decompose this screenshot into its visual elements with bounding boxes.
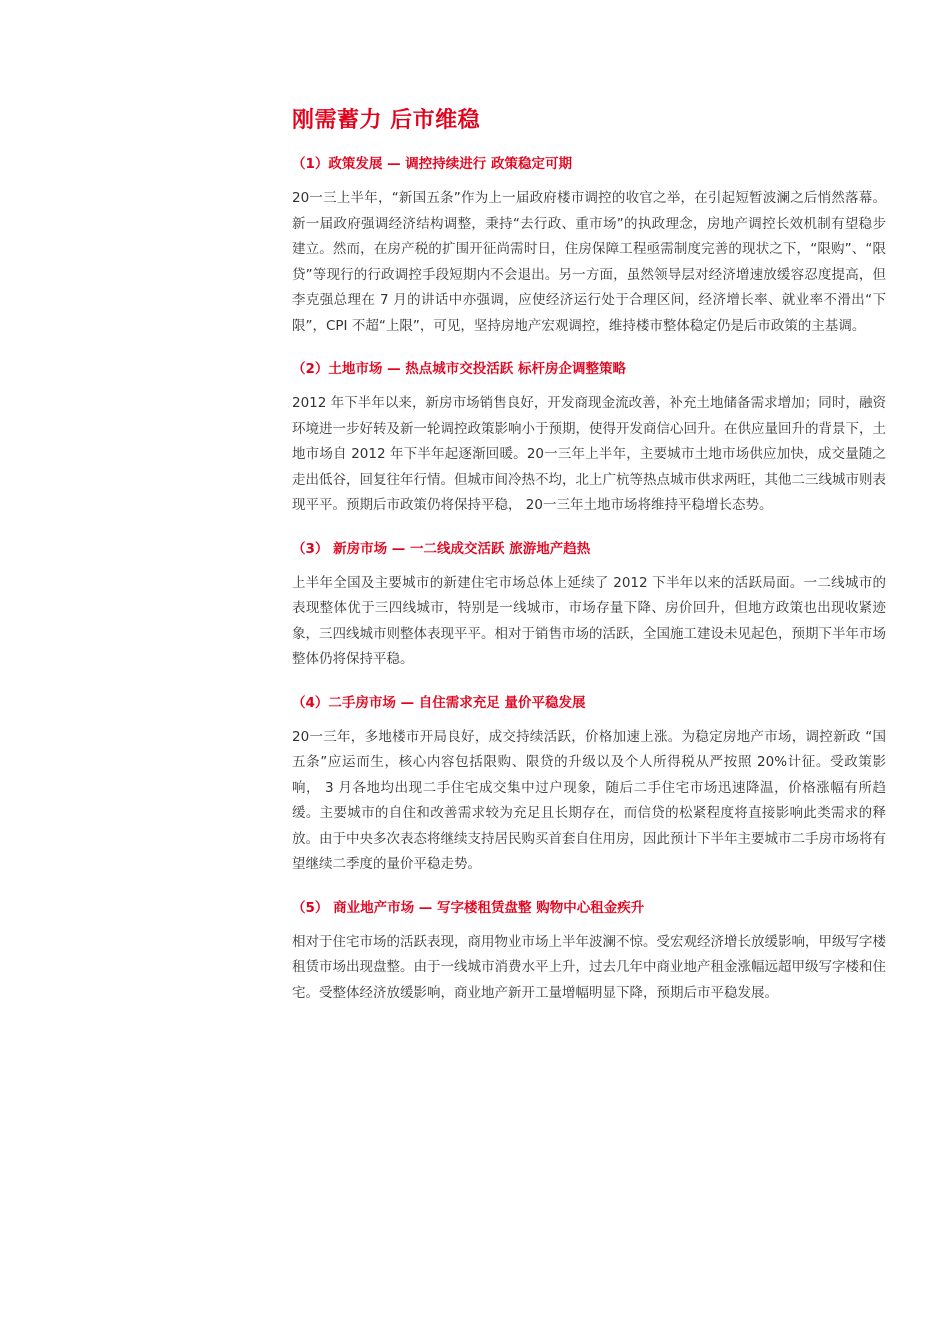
- section-heading: （1）政策发展 — 调控持续进行 政策稳定可期: [292, 156, 572, 172]
- section-second-hand: [292, 693, 886, 878]
- section-policy: [292, 154, 886, 339]
- section-heading: （3） 新房市场 — 一二线成交活跃 旅游地产趋热: [292, 540, 591, 557]
- section-paragraph: 20一三上半年，“新国五条”作为上一届政府楼市调控的收官之举，在引起短暂波澜之后悄然落幕。新一届政府强调经济结构调整，秉持“去行政、重市场”的执政理念，房地产调控长效机制有望稳步建立。然而，在房产税的扩围开征尚需时日，住房保障工程亟需制度完善的现状之下，“限购”、“限贷”等现行的行政调控手段短期内不会退出。另一方面，虽然领导层对经济增速放缓容忍度提高，但李克强总理在 7 月的讲话中亦强调，应使经济运行处于合理区间，经济增长率、就业率不滑出“下限”，CPI 不超“上限”，可见，坚持房地产宏观调控，维持楼市整体稳定仍是后市政策的主基调。: [292, 190, 886, 334]
- section-land-market: [292, 359, 886, 519]
- section-heading: （2）土地市场 — 热点城市交投活跃 标杆房企调整策略: [292, 361, 626, 377]
- section-paragraph: 20一三年，多地楼市开局良好，成交持续活跃，价格加速上涨。为稳定房地产市场，调控新政 “国五条”应运而生，核心内容包括限购、限贷的升级以及个人所得税从严按照 20%计征。受政策影响， 3 月各地均出现二手住宅成交集中过户现象，随后二手住宅市场迅速降温，价格涨幅有所趋缓。主要城市的自住和改善需求较为充足且长期存在，而信贷的松紧程度将直接影响此类需求的释放。由于中央多次表态将继续支持居民购买首套自住用房，因此预计下半年主要城市二手房市场将有望继续二季度的量价平稳走势。: [292, 728, 886, 872]
- section-paragraph: 2012 年下半年以来，新房市场销售良好，开发商现金流改善，补充土地储备需求增加；同时，融资环境进一步好转及新一轮调控政策影响小于预期，使得开发商信心回升。在供应量回升的背景下，土地市场自 2012 年下半年起逐渐回暖。20一三年上半年，主要城市土地市场供应加快，成交量随之走出低谷，回复往年行情。但城市间冷热不均，北上广杭等热点城市供求两旺，其他二三线城市则表现平平。预期后市政策仍将保持平稳， 20一三年土地市场将维持平稳增长态势。: [292, 395, 886, 513]
- document-page: [292, 106, 886, 1026]
- section-paragraph: 相对于住宅市场的活跃表现，商用物业市场上半年波澜不惊。受宏观经济增长放缓影响，甲级写字楼租赁市场出现盘整。由于一线城市消费水平上升，过去几年中商业地产租金涨幅远超甲级写字楼和住宅。受整体经济放缓影响，商业地产新开工量增幅明显下降，预期后市平稳发展。: [292, 933, 886, 1001]
- section-paragraph: 上半年全国及主要城市的新建住宅市场总体上延续了 2012 下半年以来的活跃局面。一二线城市的表现整体优于三四线城市，特别是一线城市，市场存量下降、房价回升，但地方政策也出现收紧迹象，三四线城市则整体表现平平。相对于销售市场的活跃，全国施工建设未见起色，预期下半年市场整体仍将保持平稳。: [292, 574, 886, 667]
- page-title: 刚需蓄力 后市维稳: [292, 108, 481, 133]
- section-heading: （4）二手房市场 — 自住需求充足 量价平稳发展: [292, 694, 586, 711]
- section-new-housing: [292, 539, 886, 673]
- section-commercial: [292, 898, 886, 1007]
- section-heading: （5） 商业地产市场 — 写字楼租赁盘整 购物中心租金疾升: [292, 899, 645, 916]
